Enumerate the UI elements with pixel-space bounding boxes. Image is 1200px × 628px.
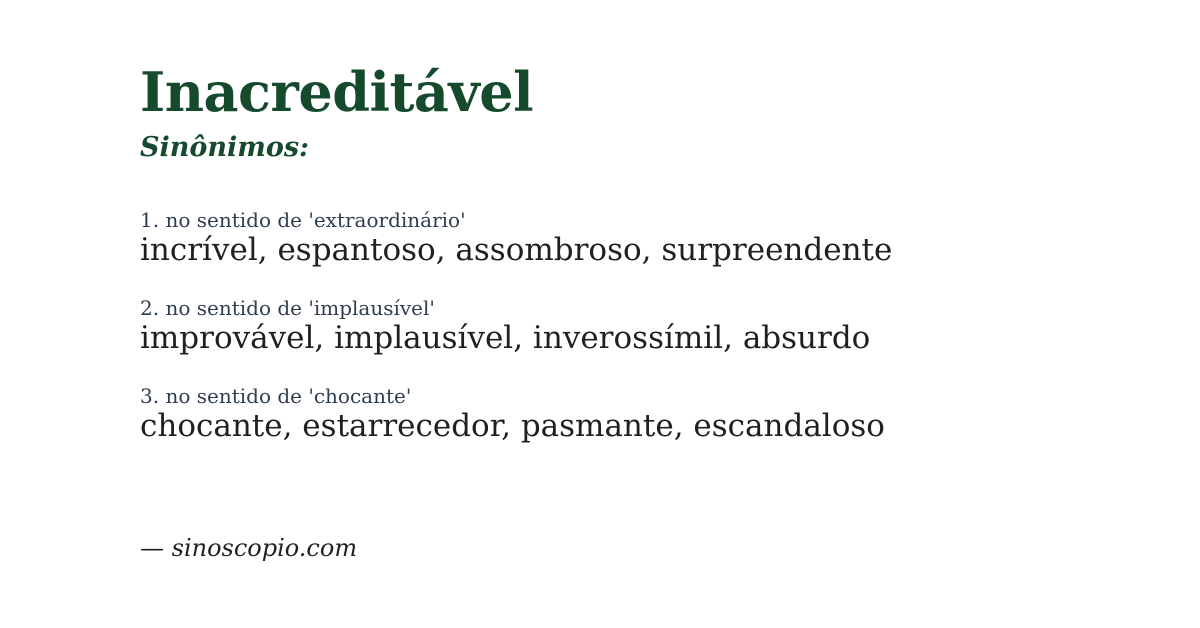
sense-group-1 xyxy=(140,208,1100,268)
sense-context: no sentido de 'implausível' xyxy=(165,296,435,320)
attribution xyxy=(140,534,357,563)
sense-group-2 xyxy=(140,296,1100,356)
sense-context: no sentido de 'chocante' xyxy=(165,384,412,408)
sense-number: 1. xyxy=(140,208,160,232)
synonym-list: incrível, espantoso, assombroso, surpreendente xyxy=(140,232,893,268)
sense-group-3 xyxy=(140,384,1100,444)
sense-context: no sentido de 'extraordinário' xyxy=(165,208,466,232)
synonym-list: improvável, implausível, inverossímil, absurdo xyxy=(140,320,871,356)
sense-number: 3. xyxy=(140,384,160,408)
sense-label xyxy=(140,208,1100,232)
sense-number: 2. xyxy=(140,296,160,320)
attribution-text: — sinoscopio.com xyxy=(140,534,358,562)
sense-label xyxy=(140,296,1100,320)
headword: Inacreditável xyxy=(140,60,534,124)
sense-label xyxy=(140,384,1100,408)
synonyms-heading: Sinônimos: xyxy=(140,132,310,163)
synonym-list: chocante, estarrecedor, pasmante, escandaloso xyxy=(140,408,885,444)
